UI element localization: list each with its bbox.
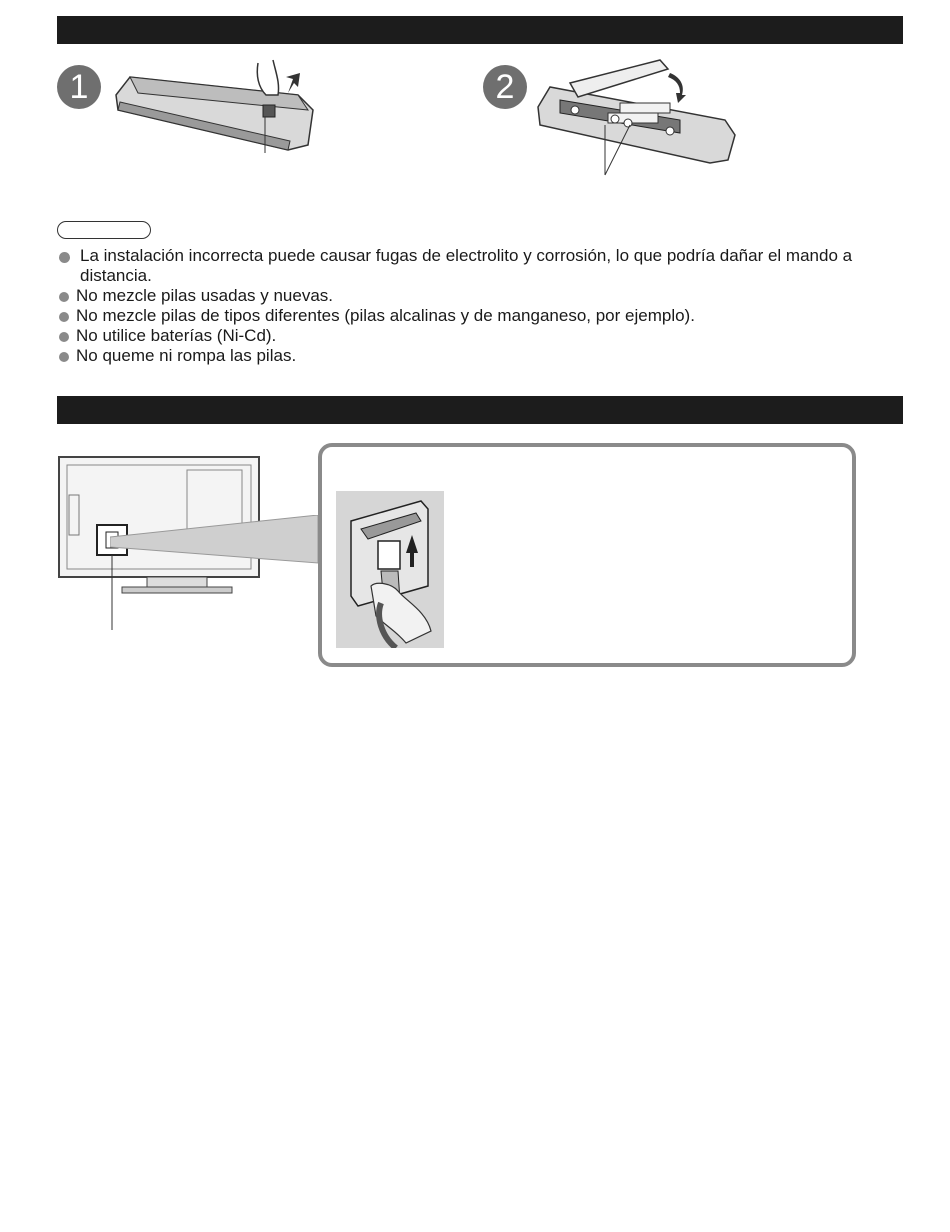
list-item: No mezcle pilas usadas y nuevas. [58,286,888,306]
bullet-icon [59,332,69,342]
bullet-icon [59,352,69,362]
note-label [57,221,151,239]
remote-cover-open-icon [108,55,323,160]
list-item: No mezcle pilas de tipos diferentes (pilas alcalinas y de manganeso, por ejemplo). [58,306,888,326]
zoom-connector [110,515,325,565]
list-item: La instalación incorrecta puede causar fugas de electrolito y corrosión, lo que podría dañar el mando a distancia. [58,246,888,286]
notes-list [58,246,888,366]
bullet-icon [59,292,69,302]
section-header-power [57,396,903,424]
step-1-badge: 1 [57,65,101,109]
bullet-icon [59,312,69,322]
remote-batteries-icon [530,55,745,180]
power-plug-icon [336,491,444,648]
step-2-badge: 2 [483,65,527,109]
bullet-icon [59,252,70,263]
list-item: No queme ni rompa las pilas. [58,346,888,366]
list-item: No utilice baterías (Ni-Cd). [58,326,888,346]
section-header-battery [57,16,903,44]
